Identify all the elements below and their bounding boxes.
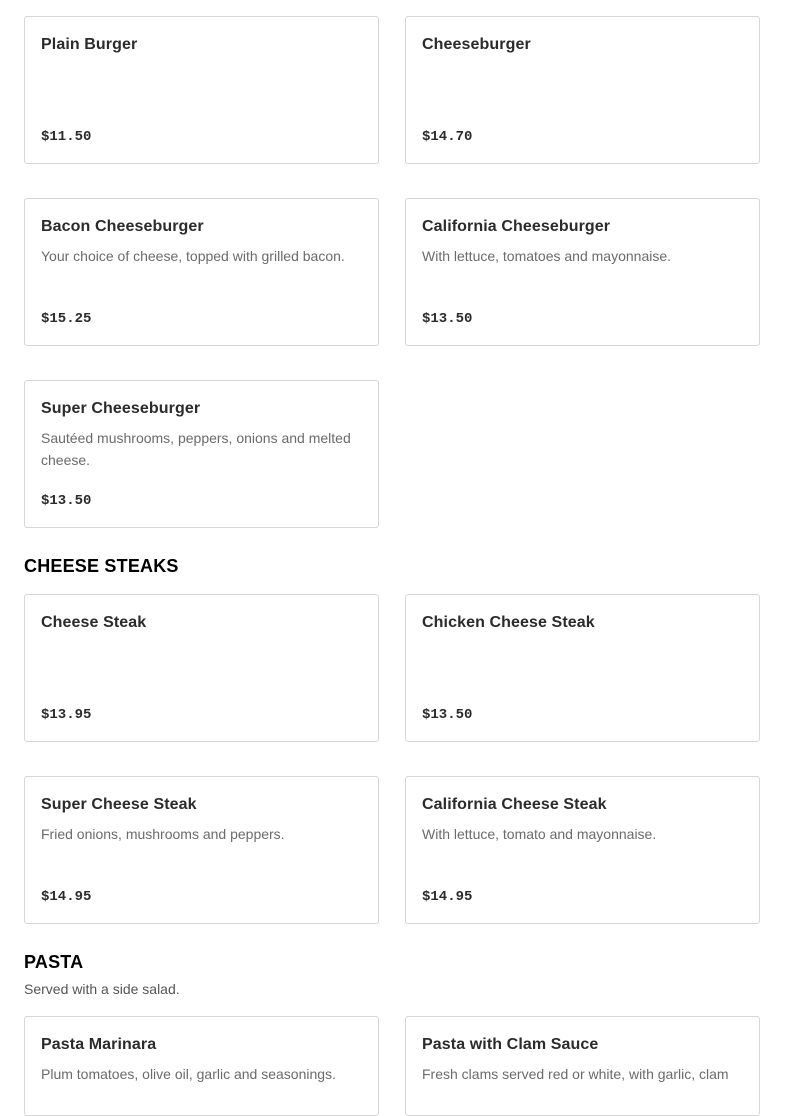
menu-item-price: $14.70: [422, 129, 473, 145]
section-title-cheese-steaks: CHEESE STEAKS: [24, 556, 179, 576]
menu-item-price: $13.50: [422, 311, 473, 327]
menu-item-name: Pasta Marinara: [41, 1036, 157, 1053]
menu-item-name: Cheese Steak: [41, 614, 147, 631]
menu-item-card[interactable]: [405, 776, 760, 924]
menu-item-description: Sautéed mushrooms, peppers, onions and melted cheese.: [41, 430, 351, 468]
menu-item-card[interactable]: [24, 776, 379, 924]
menu-item-card[interactable]: [24, 380, 379, 528]
menu-item-card[interactable]: [405, 1016, 760, 1116]
menu-item-name: Chicken Cheese Steak: [422, 614, 595, 631]
section-subtitle-pasta: Served with a side salad.: [24, 981, 180, 997]
menu-item-price: $15.25: [41, 311, 92, 327]
menu-item-description: With lettuce, tomato and mayonnaise.: [422, 826, 657, 842]
menu-item-card[interactable]: [405, 198, 760, 346]
section-title-pasta: PASTA: [24, 952, 84, 972]
menu-item-price: $13.95: [41, 707, 92, 723]
menu-item-price: $14.95: [41, 889, 92, 905]
menu-item-price: $11.50: [41, 129, 92, 145]
menu-item-description: Fried onions, mushrooms and peppers.: [41, 826, 285, 842]
menu-item-price: $14.95: [422, 889, 473, 905]
menu-item-card[interactable]: [405, 594, 760, 742]
menu-item-name: Cheeseburger: [422, 36, 531, 53]
menu-item-name: Bacon Cheeseburger: [41, 218, 204, 235]
menu-item-card[interactable]: [24, 1016, 379, 1116]
menu-item-name: Pasta with Clam Sauce: [422, 1036, 599, 1053]
menu-item-name: California Cheeseburger: [422, 218, 611, 235]
menu-item-name: California Cheese Steak: [422, 796, 607, 813]
menu-item-description: Your choice of cheese, topped with grilled bacon.: [41, 248, 345, 264]
menu-item-name: Super Cheeseburger: [41, 400, 201, 417]
menu-item-card[interactable]: [24, 198, 379, 346]
menu-item-name: Super Cheese Steak: [41, 796, 197, 813]
menu-item-price: $13.50: [422, 707, 473, 723]
menu-item-description: Plum tomatoes, olive oil, garlic and seasonings.: [41, 1066, 336, 1082]
menu-item-card[interactable]: [24, 594, 379, 742]
menu-item-card[interactable]: [405, 16, 760, 164]
menu-item-description: Fresh clams served red or white, with garlic, clam: [422, 1066, 729, 1082]
menu-item-card[interactable]: [24, 16, 379, 164]
menu-item-name: Plain Burger: [41, 36, 138, 53]
menu-item-price: $13.50: [41, 493, 92, 509]
menu-item-description: With lettuce, tomatoes and mayonnaise.: [422, 248, 672, 264]
